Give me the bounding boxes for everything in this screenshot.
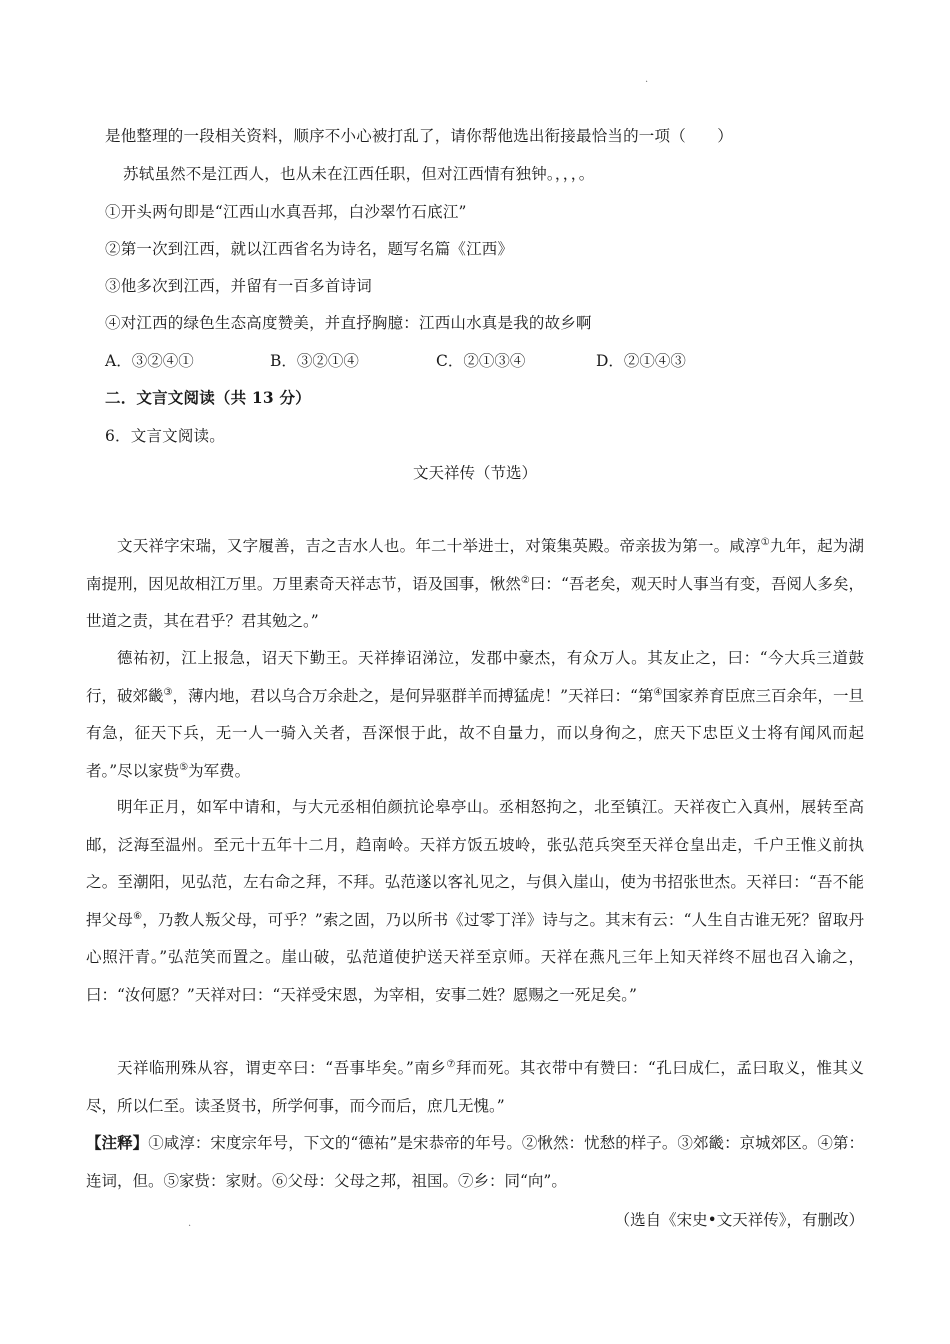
passage-title: 文天祥传（节选）: [412, 464, 537, 482]
option-c: C．②①③④: [436, 352, 526, 370]
passage-paragraph-4: 天祥临刑殊从容，谓吏卒曰：“吾事毕矣。”南乡⑦拜而死。其衣带中有赞曰：“孔曰成仁，孟曰取义，惟其义尽，所以仁至。读圣贤书，所学何事，而今而后，庶几无愧。”: [86, 1058, 864, 1115]
footnote-ref: ④: [653, 686, 663, 698]
q5-stem: 是他整理的一段相关资料，顺序不小心被打乱了，请你帮他选出衔接最恰当的一项（ ）: [105, 127, 734, 145]
annotation: [86, 1124, 864, 1200]
scan-dot: .: [645, 74, 649, 85]
footnote-ref: ①: [760, 536, 770, 548]
option-d: D．②①④③: [596, 352, 686, 370]
source-citation: （选自《宋史•文天祥传》，有删改）: [614, 1211, 864, 1229]
q5-lead: 苏轼虽然不是江西人，也从未在江西任职，但对江西情有独钟。，，，。: [123, 165, 595, 183]
option-a: A．③②④①: [105, 352, 194, 370]
footnote-ref: ⑥: [133, 910, 143, 922]
q5-item-3: ③他多次到江西，并留有一百多首诗词: [105, 277, 372, 295]
passage-paragraph-3: 明年正月，如军中请和，与大元丞相伯颜抗论皋亭山。丞相怒拘之，北至镇江。天祥夜亡入真州，展转至高邮，泛海至温州。至元十五年十二月，趋南岭。天祥方饭五坡岭，张弘范兵突至天祥仓皇出走，千户王惟义前执之。至潮阳，见弘范，左右命之拜，不拜。弘范遂以客礼见之，与俱入崖山，使为书招张世杰。天祥曰：“吾不能捍父母⑥，乃教人叛父母，可乎？”索之固，乃以所书《过零丁洋》诗与之。其末有云：“人生自古谁无死？留取丹心照汗青。”弘范笑而置之。崖山破，弘范道使护送天祥至京师。天祥在燕凡三年上知天祥终不屈也召入谕之，曰：“汝何愿？”天祥对曰：“天祥受宋恩，为宰相，安事二姓？愿赐之一死足矣。”: [86, 798, 864, 1004]
passage-paragraph-2: 德祐初，江上报急，诏天下勤王。天祥捧诏涕泣，发郡中豪杰，有众万人。其友止之，曰：“今大兵三道鼓行，破郊畿③，薄内地，君以乌合万余赴之，是何异驱群羊而搏猛虎！”天祥曰：“第④国家养育臣庶三百余年，一旦有急，征天下兵，无一人一骑入关者，吾深恨于此，故不自量力，而以身徇之，庶天下忠臣义士将有闻风而起者。”尽以家赀⑤为军费。: [86, 649, 864, 780]
option-b: B．③②①④: [270, 352, 359, 370]
q5-item-1: ①开头两句即是“江西山水真吾邦，白沙翠竹石底江”: [105, 203, 467, 221]
scan-dot: .: [188, 1218, 192, 1229]
footnote-ref: ②: [520, 574, 530, 586]
q6-stem: 6．文言文阅读。: [105, 427, 225, 445]
section-heading: 二．文言文阅读（共 13 分）: [105, 388, 311, 407]
footnote-ref: ⑤: [179, 761, 189, 773]
q5-item-4: ④对江西的绿色生态高度赞美，并直抒胸臆：江西山水真是我的故乡啊: [105, 314, 592, 332]
footnote-ref: ⑦: [446, 1058, 456, 1070]
annotation-text: ①咸淳：宋度宗年号，下文的“德祐”是宋恭帝的年号。②愀然：忧愁的样子。③郊畿：京城郊区。④第：连词，但。⑤家赀：家财。⑥父母：父母之邦，祖国。⑦乡：同“向”。: [86, 1134, 864, 1190]
q5-item-2: ②第一次到江西，就以江西省名为诗名，题写名篇《江西》: [105, 240, 514, 258]
passage-paragraph-1: 文天祥字宋瑞，又字履善，吉之吉水人也。年二十举进士，对策集英殿。帝亲拔为第一。咸淳①九年，起为湖南提刑，因见故相江万里。万里素奇天祥志节，语及国事，愀然②曰：“吾老矣，观天时人事当有变，吾阅人多矣，世道之责，其在君乎？君其勉之。”: [86, 536, 864, 630]
footnote-ref: ③: [163, 686, 173, 698]
annotation-label: 【注释】: [86, 1133, 149, 1152]
